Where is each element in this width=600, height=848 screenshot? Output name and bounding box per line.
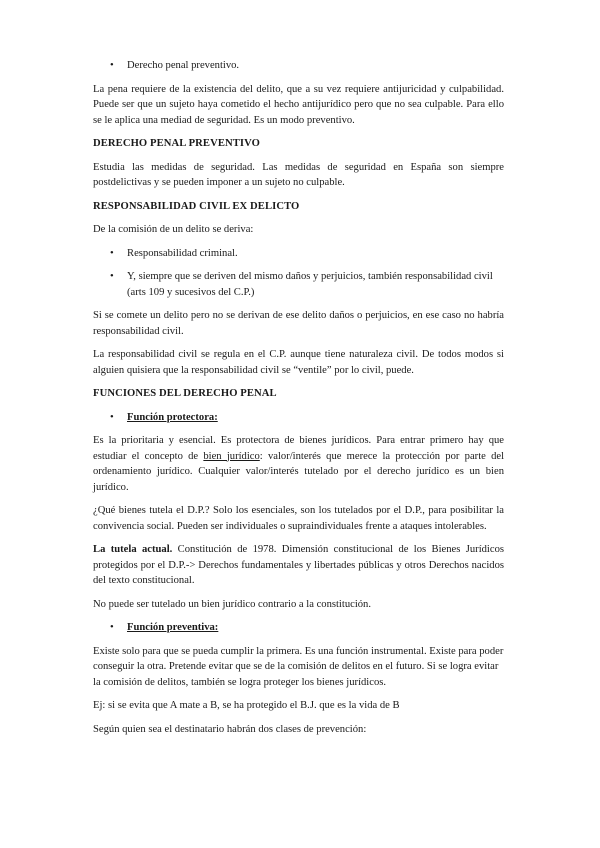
paragraph: Estudia las medidas de seguridad. Las medidas de seguridad en España son siempre postdelictivas y se pueden imponer a un sujeto no culpable.	[93, 161, 504, 188]
paragraph	[93, 433, 504, 495]
document-page	[93, 58, 504, 745]
bullet-dot: •	[110, 247, 114, 259]
paragraph-text: : valor/interés que merece la protección por parte del ordenamiento jurídico. Cualquier valor/interés tutelado por el derecho jurídico es un bien jurídico.	[93, 450, 505, 493]
paragraph: Si se comete un delito pero no se derivan de ese delito daños o perjuicios, en ese caso no habría responsabilidad civil.	[93, 310, 504, 337]
underlined-term: bien jurídico	[203, 450, 260, 462]
paragraph: Existe solo para que se pueda cumplir la primera. Es una función instrumental. Existe para poder conseguir la otra. Pretende evitar que se de la comisión de delitos en el futuro. Si se logra evitar la comisión de delitos, también se logra proteger los bienes jurídicos.	[93, 645, 504, 688]
paragraph-text: Constitución de 1978. Dimensión constitucional de los Bienes Jurídicos protegidos por el D.P.-> Derechos fundamentales y libertades públicas y otros Derechos nacidos del texto constitucional.	[93, 544, 504, 586]
paragraph: La responsabilidad civil se regula en el C.P. aunque tiene naturaleza civil. De todos modos si alguien quisiera que la responsabilidad civil se “ventile” por lo civil, puede.	[93, 349, 504, 376]
paragraph: Según quien sea el destinatario habrán dos clases de prevención:	[93, 723, 367, 735]
bullet-dot: •	[110, 60, 114, 71]
bullet-text: Y, siempre que se deriven del mismo daños y perjuicios, también responsabilidad civil (arts 109 y sucesivos del C.P.)	[127, 271, 493, 298]
paragraph: La pena requiere de la existencia del delito, que a su vez requiere antijuricidad y culpabilidad. Puede ser que un sujeto haya cometido el hecho antijurídico pero que no sea culpable. Para ello se le aplica una mediad de seguridad. Es un modo preventivo.	[93, 83, 504, 126]
paragraph: No puede ser tutelado un bien jurídico contrario a la constitución.	[93, 598, 372, 610]
paragraph	[93, 542, 504, 589]
bullet-dot: •	[110, 271, 114, 282]
bullet-item	[93, 410, 504, 426]
subheading-text: Función preventiva:	[127, 622, 219, 633]
section-heading: FUNCIONES DEL DERECHO PENAL	[93, 388, 277, 399]
bullet-dot: •	[110, 411, 114, 423]
section-heading: DERECHO PENAL PREVENTIVO	[93, 138, 261, 149]
paragraph: Ej: si se evita que A mate a B, se ha protegido el B.J. que es la vida de B	[93, 700, 400, 711]
bold-term: La tutela actual.	[93, 544, 173, 555]
paragraph-text: Es la prioritaria y esencial. Es protectora de bienes jurídicos. Para entrar primero hay que estudiar el concepto de	[93, 435, 504, 462]
paragraph: ¿Qué bienes tutela el D.P.? Solo los esenciales, son los tutelados por el D.P., para posibilitar la convivencia social. Pueden ser individuales o supraindividuales frente a ataques intolerables.	[93, 505, 504, 532]
bullet-dot: •	[110, 622, 114, 633]
section-heading: RESPONSABILIDAD CIVIL EX DELICTO	[93, 200, 300, 212]
bullet-item	[93, 269, 504, 300]
bullet-item	[93, 246, 504, 262]
bullet-item	[93, 620, 504, 636]
bullet-text: Responsabilidad criminal.	[127, 247, 238, 259]
bullet-item	[93, 58, 504, 74]
subheading-text: Función protectora:	[127, 411, 218, 423]
paragraph: De la comisión de un delito se deriva:	[93, 224, 254, 235]
bullet-text: Derecho penal preventivo.	[127, 60, 240, 71]
